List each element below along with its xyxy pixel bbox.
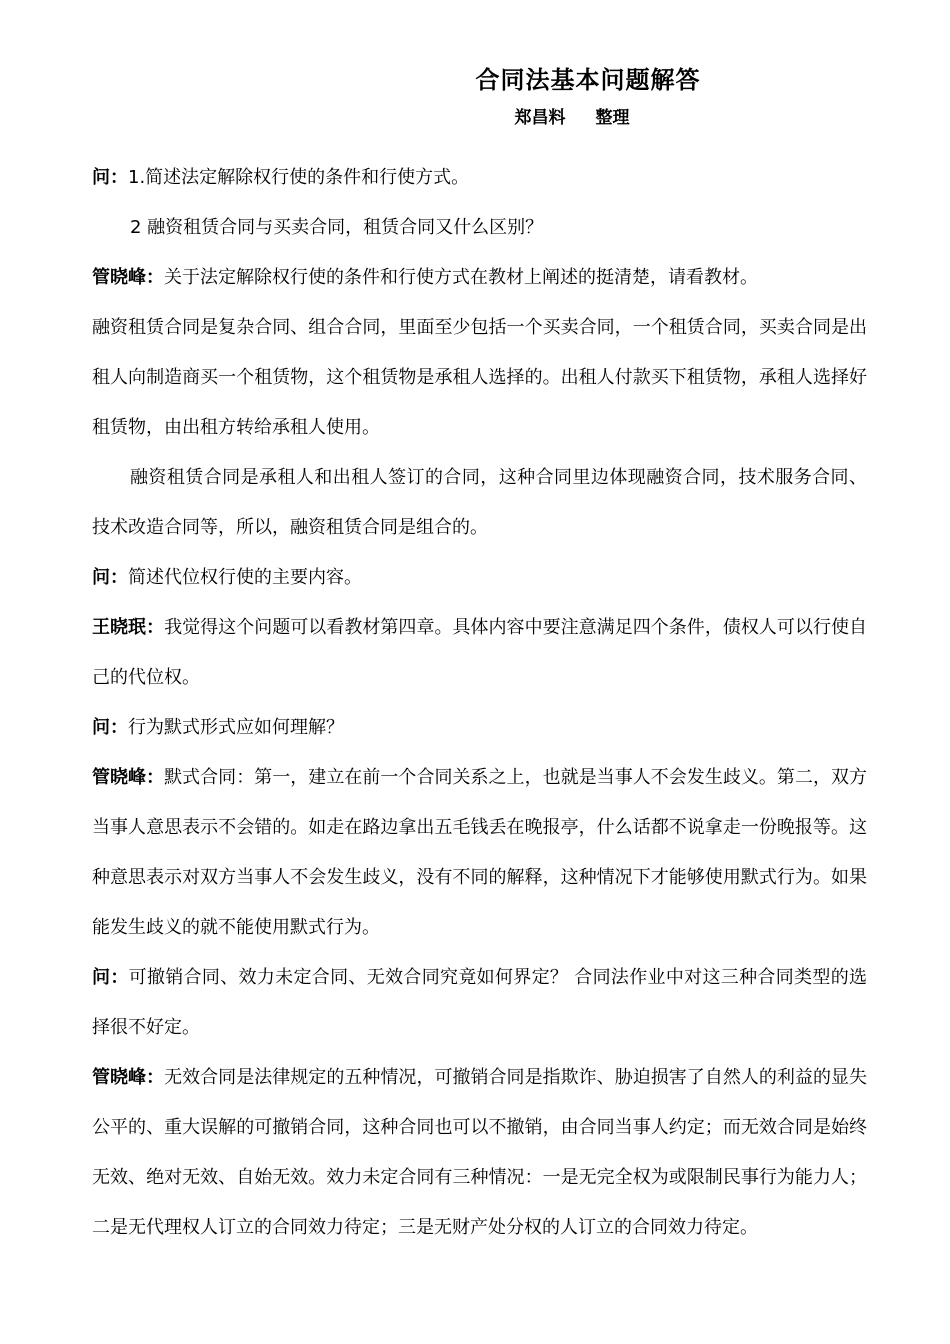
paragraph-text: 简述代位权行使的主要内容。 <box>128 567 362 588</box>
paragraph-answer-1-cont <box>92 303 867 453</box>
paragraph-answer-1-cont-2 <box>92 453 867 553</box>
document-title: 合同法基本问题解答 <box>475 66 701 94</box>
paragraph-question-5 <box>92 953 867 1053</box>
paragraph-text: 融资租赁合同是承租人和出租人签订的合同，这种合同里边体现融资合同，技术服务合同、技术改造合同等，所以，融资租赁合同是组合的。 <box>92 467 867 538</box>
paragraph-text: 无效合同是法律规定的五种情况，可撤销合同是指欺诈、胁迫损害了自然人的利益的显失公平的、重大误解的可撤销合同，这种合同也可以不撤销，由合同当事人约定；而无效合同是始终无效、绝对无效、自始无效。效力未定合同有三种情况：一是无完全权为或限制民事行为能力人；二是无代理权人订立的合同效力待定；三是无财产处分权的人订立的合同效力待定。 <box>92 1067 868 1238</box>
speaker-label: 管晓峰： <box>92 767 165 788</box>
speaker-label: 王晓珉： <box>92 617 165 638</box>
paragraph-text: 关于法定解除权行使的条件和行使方式在教材上阐述的挺清楚，请看教材。 <box>164 267 758 288</box>
paragraph-text: 可撤销合同、效力未定合同、无效合同究竟如何界定？ 合同法作业中对这三种合同类型的选择很不好定。 <box>92 967 868 1038</box>
paragraph-text: 1.简述法定解除权行使的条件和行使方式。 <box>128 167 470 188</box>
paragraph-answer-2 <box>92 603 867 703</box>
paragraph-question-4 <box>92 703 867 753</box>
paragraph-text: 我觉得这个问题可以看教材第四章。具体内容中要注意满足四个条件，债权人可以行使自己的代位权。 <box>92 617 868 688</box>
author-name: 郑昌料 <box>514 108 566 128</box>
speaker-label: 管晓峰： <box>92 1067 165 1088</box>
document-body <box>92 153 867 1253</box>
paragraph-answer-4 <box>92 1053 867 1253</box>
speaker-label: 管晓峰： <box>92 267 164 288</box>
paragraph-text: 默式合同：第一，建立在前一个合同关系之上，也就是当事人不会发生歧义。第二，双方当事人意思表示不会错的。如走在路边拿出五毛钱丢在晚报亭，什么话都不说拿走一份晚报等。这种意思表示对双方当事人不会发生歧义，没有不同的解释，这种情况下才能够使用默式行为。如果能发生歧义的就不能使用默式行为。 <box>92 767 868 938</box>
paragraph-question-1 <box>92 153 867 203</box>
paragraph-text: 2 融资租赁合同与买卖合同，租赁合同又什么区别？ <box>130 217 544 238</box>
paragraph-text: 融资租赁合同是复杂合同、组合合同，里面至少包括一个买卖合同，一个租赁合同，买卖合同是出租人向制造商买一个租赁物，这个租赁物是承租人选择的。出租人付款买下租赁物，承租人选择好租赁物，由出租方转给承租人使用。 <box>92 317 867 438</box>
paragraph-answer-3 <box>92 753 867 953</box>
speaker-label: 问： <box>92 967 129 988</box>
paragraph-question-3 <box>92 553 867 603</box>
paragraph-answer-1 <box>92 253 867 303</box>
document-byline <box>0 103 950 128</box>
speaker-label: 问： <box>92 167 128 188</box>
speaker-label: 问： <box>92 567 128 588</box>
speaker-label: 问： <box>92 717 128 738</box>
paragraph-question-2 <box>92 203 867 253</box>
author-role: 整理 <box>595 108 630 128</box>
paragraph-text: 行为默式形式应如何理解？ <box>128 717 344 738</box>
